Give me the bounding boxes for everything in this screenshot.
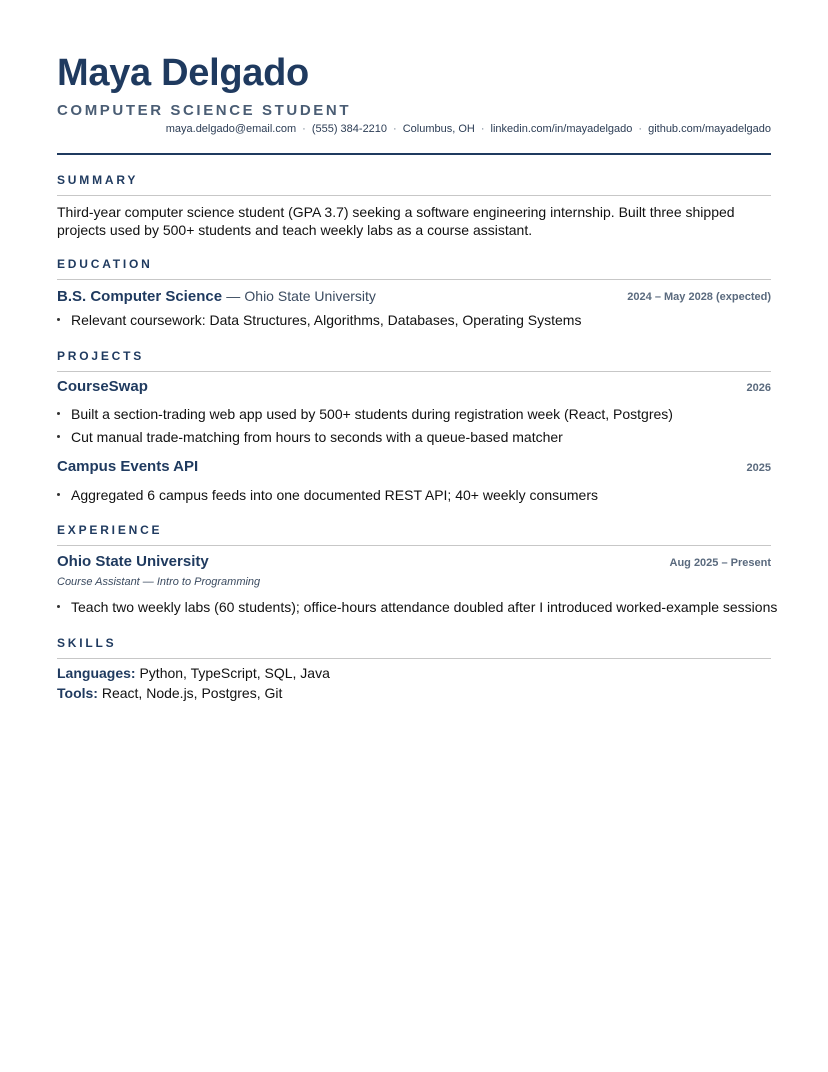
contact-separator: · (302, 123, 306, 135)
bullet-icon (57, 605, 60, 608)
bullet-icon (57, 412, 60, 415)
bullet-text: Aggregated 6 campus feeds into one documented REST API; 40+ weekly consumers (71, 487, 598, 503)
skills-tools (57, 684, 282, 702)
project-date: 2026 (746, 382, 771, 394)
skills-divider (57, 658, 771, 659)
experience-date: Aug 2025 – Present (669, 557, 771, 569)
summary-divider (57, 195, 771, 196)
summary-heading: SUMMARY (57, 173, 139, 187)
school-name: Ohio State University (244, 288, 376, 304)
project-date: 2025 (746, 462, 771, 474)
contact-line (166, 122, 771, 136)
contact-email[interactable]: maya.delgado@email.com (165, 123, 297, 135)
title-dash: — (226, 288, 241, 304)
skills-tools-value: React, Node.js, Postgres, Git (101, 685, 283, 701)
contact-phone: (555) 384-2210 (311, 123, 388, 135)
skills-tools-label: Tools: (57, 685, 98, 701)
bullet-text: Cut manual trade-matching from hours to seconds with a queue-based matcher (71, 429, 563, 445)
bullet-icon (57, 493, 60, 496)
degree-name: B.S. Computer Science (57, 288, 223, 305)
education-divider (57, 279, 771, 280)
education-date: 2024 – May 2028 (expected) (627, 291, 771, 303)
skills-languages-label: Languages: (57, 665, 136, 681)
education-heading: EDUCATION (57, 257, 153, 271)
bullet-text: Built a section-trading web app used by 500+ students during registration week (React, Postgres) (71, 406, 673, 422)
skills-heading: SKILLS (57, 636, 117, 650)
experience-role: Course Assistant — Intro to Programming (57, 576, 261, 588)
experience-divider (57, 545, 771, 546)
project-title: Campus Events API (57, 458, 199, 475)
bullet-text: Teach two weekly labs (60 students); office-hours attendance doubled after I introduced worked-example sessions (71, 599, 778, 615)
header-divider (57, 153, 771, 155)
summary-text: Third-year computer science student (GPA 3.7) seeking a software engineering internship. Built three shipped projects used by 500+ students and teach weekly labs as a course assistant. (57, 204, 735, 238)
contact-separator: · (480, 123, 485, 135)
bullet-text: Relevant coursework: Data Structures, Algorithms, Databases, Operating Systems (71, 312, 582, 328)
contact-location: Columbus, OH (402, 123, 475, 135)
bullet-icon (57, 435, 60, 438)
projects-divider (57, 371, 771, 372)
contact-separator: · (638, 123, 643, 135)
experience-org: Ohio State University (57, 553, 209, 570)
education-entry-title (57, 287, 376, 306)
experience-heading: EXPERIENCE (57, 523, 163, 537)
contact-github-link[interactable]: github.com/mayadelgado (648, 123, 771, 135)
skills-languages-value: Python, TypeScript, SQL, Java (139, 665, 330, 681)
candidate-role: COMPUTER SCIENCE STUDENT (57, 102, 352, 119)
contact-linkedin-link[interactable]: linkedin.com/in/mayadelgado (490, 123, 633, 135)
contact-separator: · (393, 123, 397, 135)
projects-heading: PROJECTS (57, 349, 145, 363)
candidate-name: Maya Delgado (57, 52, 309, 94)
skills-languages (57, 664, 330, 682)
project-title: CourseSwap (57, 378, 148, 395)
bullet-icon (57, 318, 60, 321)
